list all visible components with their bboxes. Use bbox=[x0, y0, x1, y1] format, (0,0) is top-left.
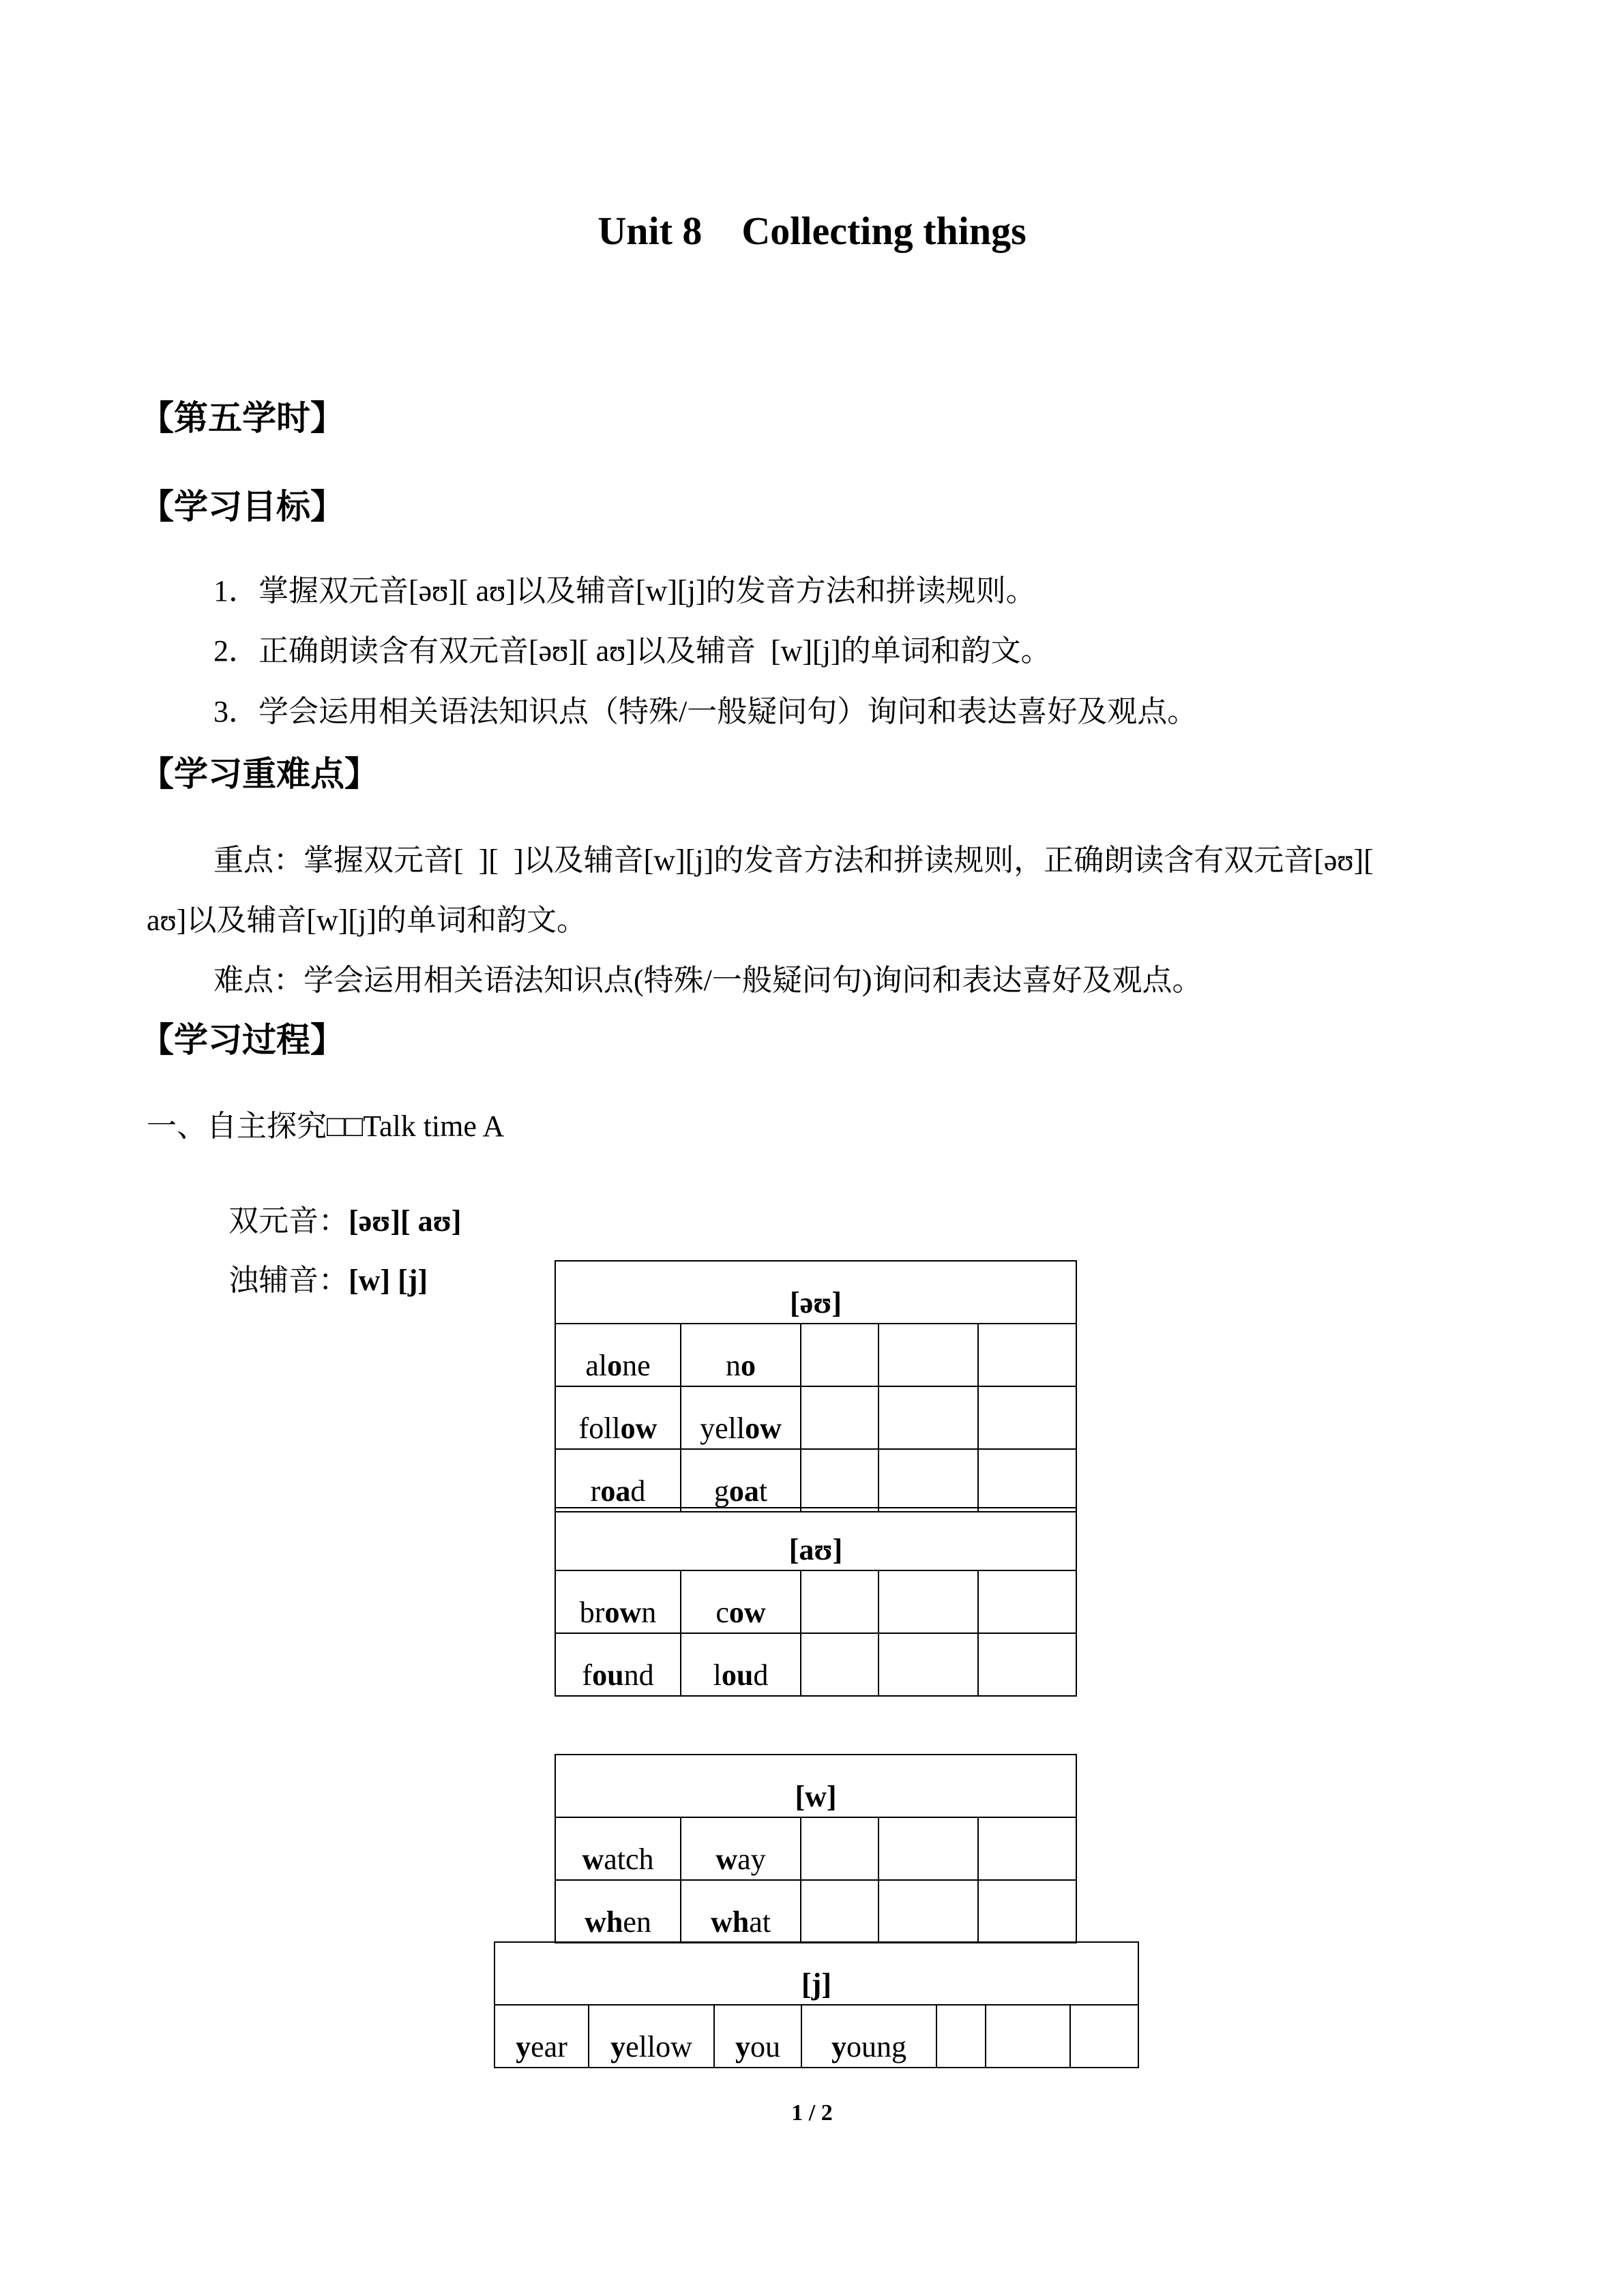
blank-cell[interactable] bbox=[978, 1386, 1076, 1449]
objective-2: 2．正确朗读含有双元音[əʊ][ aʊ]以及辅音 [w][j]的单词和韵文。 bbox=[213, 634, 1051, 668]
table-j bbox=[494, 1941, 1139, 2068]
blank-cell[interactable] bbox=[801, 1570, 879, 1633]
diphthong-value: [əʊ][ aʊ] bbox=[349, 1204, 462, 1238]
word-cell: year bbox=[494, 2005, 589, 2068]
section-process: 【学习过程】 bbox=[140, 1020, 344, 1060]
table-row bbox=[555, 1880, 1076, 1943]
focus-line-1: 重点：掌握双元音[ ][ ]以及辅音[w][j]的发音方法和拼读规则，正确朗读含有双元音[əʊ][ bbox=[213, 844, 1374, 877]
section-objectives: 【学习目标】 bbox=[140, 487, 344, 526]
blank-cell[interactable] bbox=[801, 1817, 879, 1880]
blank-cell[interactable] bbox=[936, 2005, 986, 2068]
word-cell: found bbox=[555, 1633, 681, 1696]
blank-cell[interactable] bbox=[978, 1633, 1076, 1696]
blank-cell[interactable] bbox=[801, 1449, 879, 1512]
blank-cell[interactable] bbox=[879, 1324, 978, 1386]
table-j-header: [j] bbox=[494, 1942, 1138, 2005]
page-number: 1 / 2 bbox=[791, 2100, 833, 2126]
table-ou-header: [əʊ] bbox=[555, 1261, 1076, 1324]
difficulty-line: 难点：学会运用相关语法知识点(特殊/一般疑问句)询问和表达喜好及观点。 bbox=[213, 964, 1202, 997]
blank-cell[interactable] bbox=[879, 1817, 978, 1880]
word-cell: what bbox=[681, 1880, 801, 1943]
word-cell: follow bbox=[555, 1386, 681, 1449]
word-cell: way bbox=[681, 1817, 801, 1880]
table-w bbox=[555, 1754, 1077, 1943]
blank-cell[interactable] bbox=[978, 1324, 1076, 1386]
blank-cell[interactable] bbox=[879, 1633, 978, 1696]
blank-cell[interactable] bbox=[978, 1570, 1076, 1633]
blank-cell[interactable] bbox=[879, 1880, 978, 1943]
word-cell: brown bbox=[555, 1570, 681, 1633]
word-cell: you bbox=[714, 2005, 801, 2068]
focus-line-2: aʊ]以及辅音[w][j]的单词和韵文。 bbox=[147, 904, 587, 937]
word-cell: cow bbox=[681, 1570, 801, 1633]
part-1-heading: 一、自主探究□□Talk time A bbox=[147, 1109, 505, 1143]
blank-cell[interactable] bbox=[801, 1386, 879, 1449]
word-cell: young bbox=[801, 2005, 936, 2068]
blank-cell[interactable] bbox=[978, 1817, 1076, 1880]
objective-1: 1．掌握双元音[əʊ][ aʊ]以及辅音[w][j]的发音方法和拼读规则。 bbox=[213, 574, 1036, 608]
word-cell: loud bbox=[681, 1633, 801, 1696]
blank-cell[interactable] bbox=[801, 1633, 879, 1696]
objective-3: 3．学会运用相关语法知识点（特殊/一般疑问句）询问和表达喜好及观点。 bbox=[213, 695, 1198, 728]
word-cell: road bbox=[555, 1449, 681, 1512]
word-cell: alone bbox=[555, 1324, 681, 1386]
word-cell: yellow bbox=[681, 1386, 801, 1449]
section-lesson: 【第五学时】 bbox=[140, 398, 344, 438]
blank-cell[interactable] bbox=[978, 1449, 1076, 1512]
word-cell: watch bbox=[555, 1817, 681, 1880]
blank-cell[interactable] bbox=[801, 1324, 879, 1386]
table-row bbox=[555, 1817, 1076, 1880]
blank-cell[interactable] bbox=[801, 1880, 879, 1943]
table-au-header: [aʊ] bbox=[555, 1508, 1076, 1570]
word-cell: no bbox=[681, 1324, 801, 1386]
blank-cell[interactable] bbox=[879, 1386, 978, 1449]
table-row bbox=[555, 1449, 1076, 1512]
table-row bbox=[555, 1570, 1076, 1633]
table-row bbox=[494, 2005, 1138, 2068]
table-row bbox=[555, 1386, 1076, 1449]
voiced-line bbox=[213, 1221, 428, 1299]
word-cell: goat bbox=[681, 1449, 801, 1512]
table-w-header: [w] bbox=[555, 1755, 1076, 1817]
blank-cell[interactable] bbox=[986, 2005, 1070, 2068]
table-row bbox=[555, 1633, 1076, 1696]
page-title: Unit 8 Collecting things bbox=[597, 209, 1027, 253]
section-key-points: 【学习重难点】 bbox=[140, 754, 379, 794]
blank-cell[interactable] bbox=[879, 1449, 978, 1512]
blank-cell[interactable] bbox=[879, 1570, 978, 1633]
table-row bbox=[555, 1324, 1076, 1386]
blank-cell[interactable] bbox=[978, 1880, 1076, 1943]
diphthong-label: 双元音： bbox=[228, 1204, 349, 1238]
voiced-label: 浊辅音： bbox=[228, 1264, 349, 1297]
word-cell: yellow bbox=[589, 2005, 714, 2068]
voiced-value: [w] [j] bbox=[349, 1264, 428, 1297]
blank-cell[interactable] bbox=[1070, 2005, 1138, 2068]
table-ou bbox=[555, 1260, 1077, 1512]
table-au bbox=[555, 1507, 1077, 1697]
word-cell: when bbox=[555, 1880, 681, 1943]
